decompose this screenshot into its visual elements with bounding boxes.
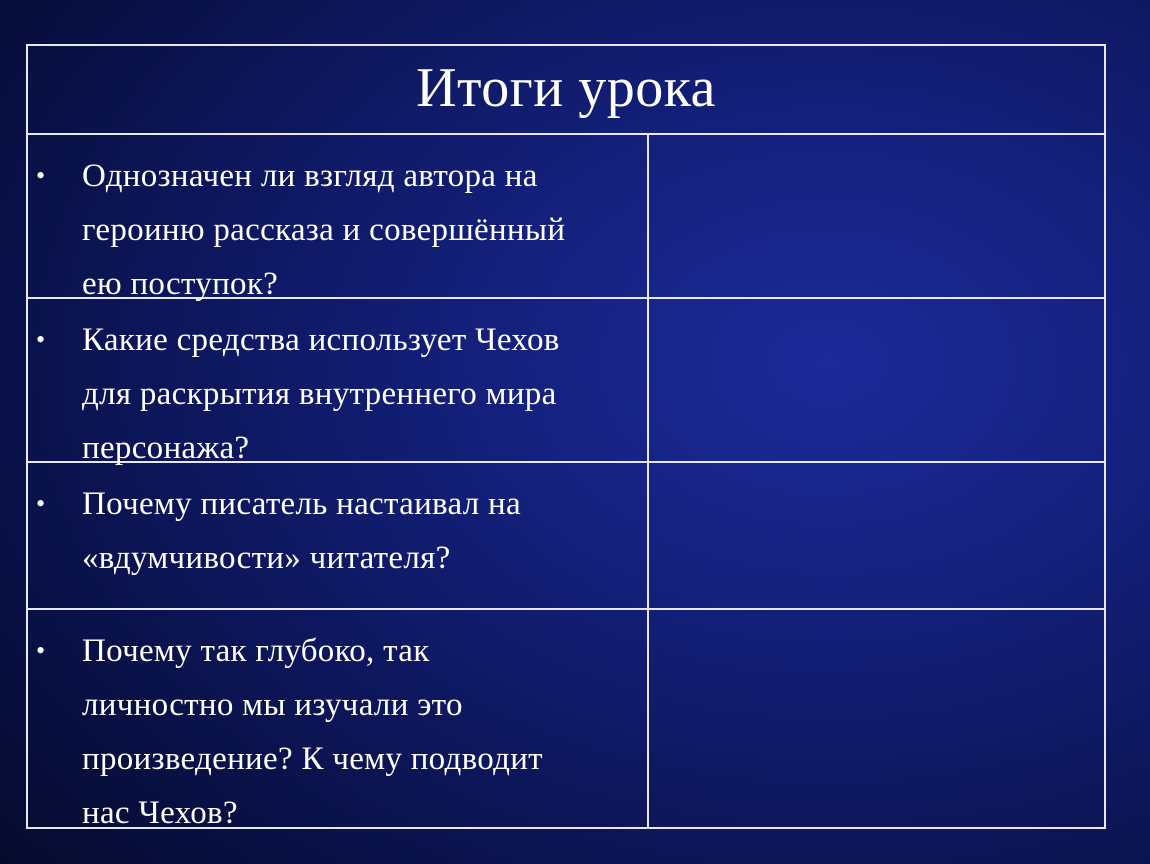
summary-table [26,44,1106,829]
question-cell [28,135,649,302]
question-text: Однозначен ли взгляд автора на героиню рассказа и совершённый ею поступок? [82,158,566,302]
slide-title: Итоги урока [416,56,716,119]
question-text: Какие средства использует Чехов для раскрытия внутреннего мира персонажа? [82,322,560,466]
title-row [28,46,1104,135]
question-text: Почему писатель настаивал на «вдумчивости» читателя? [82,486,521,576]
table-row [28,463,1104,610]
table-row [28,135,1104,302]
answer-cell [649,135,1104,297]
bullet-icon: • [36,489,46,518]
question-text: Почему так глубоко, так личностно мы изучали это произведение? К чему подводит нас Чехов? [82,633,543,831]
table-row [28,299,1104,466]
question-cell [28,463,649,608]
table-row [28,610,1104,831]
question-cell [28,610,649,831]
answer-cell [649,463,1104,608]
bullet-icon: • [36,636,46,665]
bullet-icon: • [36,161,46,190]
answer-cell [649,610,1104,827]
answer-cell [649,299,1104,461]
bullet-icon: • [36,325,46,354]
question-cell [28,299,649,466]
